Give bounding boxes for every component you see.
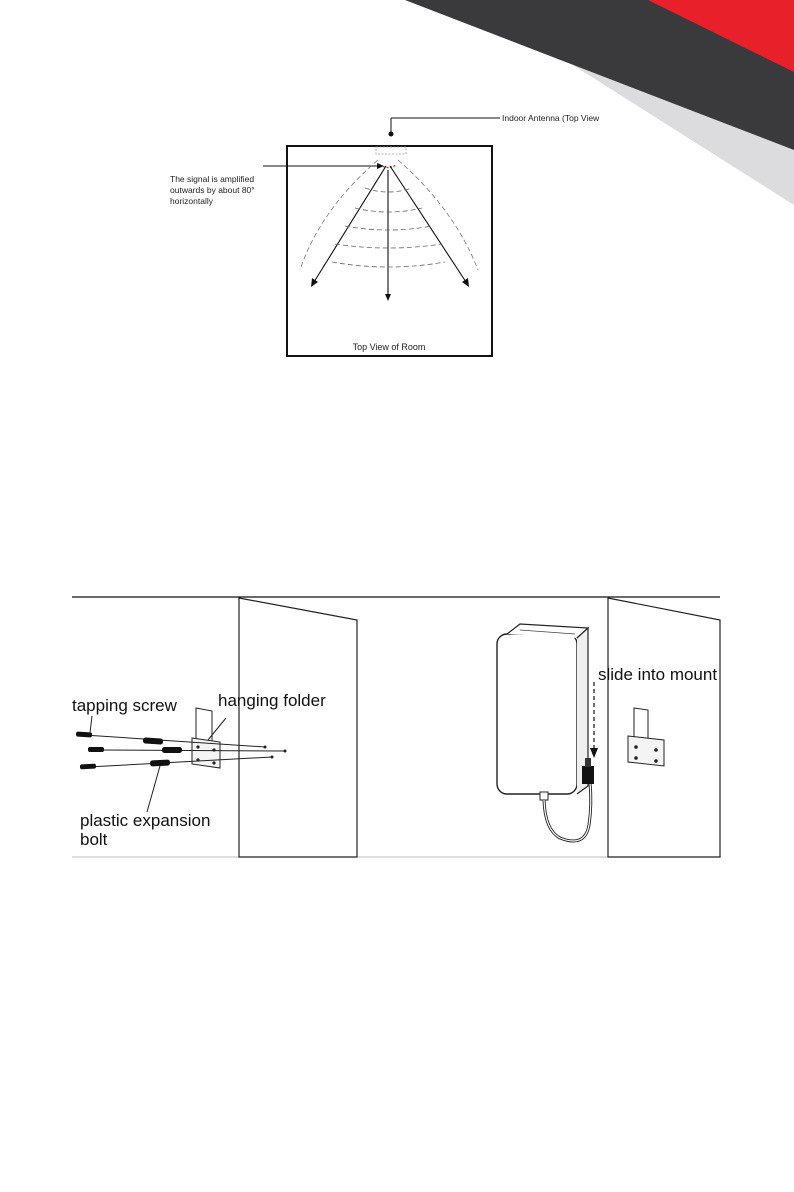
hanging-folder-bracket bbox=[192, 708, 220, 768]
slide-arrow-head bbox=[590, 748, 598, 758]
outer-spread-right bbox=[398, 160, 478, 270]
left-wall-panel bbox=[239, 598, 357, 857]
signal-label-line3: horizontally bbox=[170, 196, 213, 206]
room-outline bbox=[287, 146, 492, 356]
bolt-pointer bbox=[147, 766, 160, 812]
tapping-screw-pointer bbox=[90, 716, 92, 733]
mounting-diagram bbox=[0, 590, 794, 870]
antenna-callout-dot bbox=[389, 132, 394, 137]
hanging-folder-label: hanging folder bbox=[218, 691, 326, 710]
signal-pointer-arrowhead bbox=[377, 163, 384, 169]
wall-mount-bracket bbox=[628, 708, 664, 766]
signal-label-line1: The signal is amplified bbox=[170, 174, 255, 184]
outer-spread-left bbox=[300, 160, 378, 270]
tapping-screw-label: tapping screw bbox=[72, 696, 177, 715]
bolt-label-line2: bolt bbox=[80, 830, 108, 849]
antenna-label: Indoor Antenna (Top View bbox=[502, 113, 600, 123]
arrow-right-head bbox=[462, 278, 469, 287]
signal-label-line2: outwards by about 80° bbox=[170, 185, 255, 195]
room-label: Top View of Room bbox=[352, 342, 426, 352]
bolt-label-line1: plastic expansion bbox=[80, 811, 211, 830]
slide-label: slide into mount bbox=[598, 665, 718, 684]
antenna-panel bbox=[497, 624, 588, 800]
right-wall-panel bbox=[608, 598, 720, 857]
arrow-left-head bbox=[311, 278, 318, 287]
antenna-position-marker bbox=[376, 147, 406, 154]
arrow-center-head bbox=[385, 294, 391, 301]
room-signal-diagram bbox=[0, 0, 794, 380]
